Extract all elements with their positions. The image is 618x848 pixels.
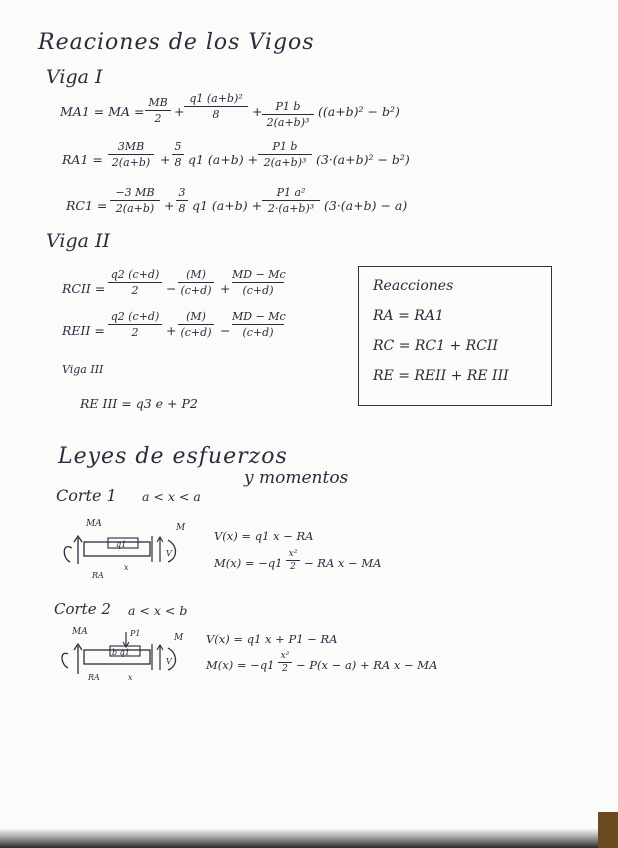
page-title: Reaciones de los Vigos bbox=[38, 30, 315, 55]
viga2-eq2-frac1: q2 (c+d) 2 bbox=[108, 310, 162, 339]
viga2-eq2-op1: + bbox=[166, 323, 177, 338]
cut2-ma-label: MA bbox=[72, 627, 88, 637]
viga2-eq2-lhs: REII = bbox=[62, 323, 105, 338]
cut2-p1-label: P1 bbox=[130, 629, 141, 638]
cut1-ra-label: RA bbox=[92, 571, 104, 580]
cut2-x-label: x bbox=[128, 673, 133, 682]
cut1-load-label: q1 bbox=[116, 540, 127, 549]
cut1-ma-label: MA bbox=[86, 519, 102, 529]
cut1-label: Corte 1 bbox=[56, 486, 117, 505]
viga1-eq1-frac1: MB 2 bbox=[145, 96, 171, 125]
viga2-eq1-op1: − bbox=[166, 281, 177, 296]
cut2-label: Corte 2 bbox=[54, 600, 111, 618]
viga1-eq1-lhs: MA1 = MA = bbox=[60, 104, 145, 119]
viga2-eq2-frac3: MD − Mc (c+d) bbox=[232, 310, 286, 339]
viga1-eq2-tail: (3·(a+b)² − b²) bbox=[316, 152, 410, 167]
cut2-m-frac: x² 2 bbox=[278, 651, 292, 674]
cut2-range: a < x < b bbox=[128, 603, 188, 618]
viga3-heading: Viga III bbox=[62, 363, 104, 376]
cut1-v-label: V bbox=[166, 549, 172, 558]
scan-corner-mark bbox=[598, 812, 618, 848]
viga1-eq3-frac2: 3 8 bbox=[176, 186, 188, 215]
cut2-load-label: b q1 bbox=[112, 648, 130, 657]
viga1-eq3-op1: + bbox=[164, 198, 175, 213]
cut1-free-body-sketch bbox=[60, 518, 210, 582]
reaction-line-a: RA = RA1 bbox=[373, 308, 444, 324]
viga1-eq3-lhs: RC1 = bbox=[66, 198, 108, 213]
viga1-eq1-frac2: q1 (a+b)² 8 bbox=[184, 92, 248, 121]
cut2-ra-label: RA bbox=[88, 673, 100, 682]
viga1-eq2-op1: + bbox=[160, 152, 171, 167]
viga1-eq2-frac2: 5 8 bbox=[172, 140, 184, 169]
laws-heading-part1: Leyes de esfuerzos bbox=[58, 444, 288, 469]
viga1-heading: Viga I bbox=[46, 66, 103, 88]
viga1-eq1-frac3: P1 b 2(a+b)³ bbox=[262, 100, 314, 129]
viga3-eq1: RE III = q3 e + P2 bbox=[80, 396, 198, 411]
viga2-eq2-op2: − bbox=[220, 323, 231, 338]
viga1-eq1-op1: + bbox=[174, 104, 185, 119]
cut1-m-prefix: M(x) = −q1 bbox=[214, 556, 283, 570]
reactions-box bbox=[358, 266, 552, 406]
viga1-eq1-tail: ((a+b)² − b²) bbox=[318, 104, 400, 119]
cut2-moment-arc-left bbox=[62, 653, 68, 668]
viga2-heading: Viga II bbox=[46, 230, 111, 252]
cut2-m-prefix: M(x) = −q1 bbox=[206, 658, 275, 672]
viga1-eq3-frac3: P1 a² 2·(a+b)³ bbox=[262, 186, 320, 215]
cut2-v-label: V bbox=[166, 657, 172, 666]
reactions-title: Reacciones bbox=[373, 278, 454, 294]
reaction-line-e: RE = REII + RE III bbox=[373, 368, 509, 384]
scan-bottom-shadow bbox=[0, 828, 618, 848]
viga2-eq1-frac2: (M) (c+d) bbox=[178, 268, 214, 297]
cut2-v-eq: V(x) = q1 x + P1 − RA bbox=[206, 632, 338, 646]
viga1-eq2-frac1: 3MB 2(a+b) bbox=[108, 140, 154, 169]
cut1-x-label: x bbox=[124, 563, 129, 572]
viga1-eq3-frac1: −3 MB 2(a+b) bbox=[110, 186, 160, 215]
cut2-free-body-sketch bbox=[58, 624, 208, 688]
viga2-eq1-op2: + bbox=[220, 281, 231, 296]
cut1-m-suffix: − RA x − MA bbox=[304, 556, 382, 570]
viga2-eq1-lhs: RCII = bbox=[62, 281, 106, 296]
viga1-eq2-mid: q1 (a+b) + bbox=[188, 152, 259, 167]
cut1-moment-arc-left bbox=[64, 547, 72, 562]
viga1-eq3-mid: q1 (a+b) + bbox=[192, 198, 263, 213]
viga2-eq1-frac1: q2 (c+d) 2 bbox=[108, 268, 162, 297]
cut1-range: a < x < a bbox=[142, 489, 201, 504]
cut2-m-suffix: − P(x − a) + RA x − MA bbox=[296, 658, 438, 672]
reaction-line-c: RC = RC1 + RCII bbox=[373, 338, 498, 354]
viga1-eq2-frac3: P1 b 2(a+b)³ bbox=[258, 140, 312, 169]
viga2-eq2-frac2: (M) (c+d) bbox=[178, 310, 214, 339]
cut1-m-label: M bbox=[176, 523, 186, 533]
viga1-eq3-tail: (3·(a+b) − a) bbox=[324, 198, 408, 213]
cut2-m-label: M bbox=[174, 633, 184, 643]
cut1-v-eq: V(x) = q1 x − RA bbox=[214, 529, 314, 543]
viga1-eq1-op2: + bbox=[252, 104, 263, 119]
cut1-m-frac: x² 2 bbox=[286, 549, 300, 572]
viga1-eq2-lhs: RA1 = bbox=[62, 152, 103, 167]
viga2-eq1-frac3: MD − Mc (c+d) bbox=[232, 268, 286, 297]
laws-heading-part2: y momentos bbox=[244, 468, 349, 488]
